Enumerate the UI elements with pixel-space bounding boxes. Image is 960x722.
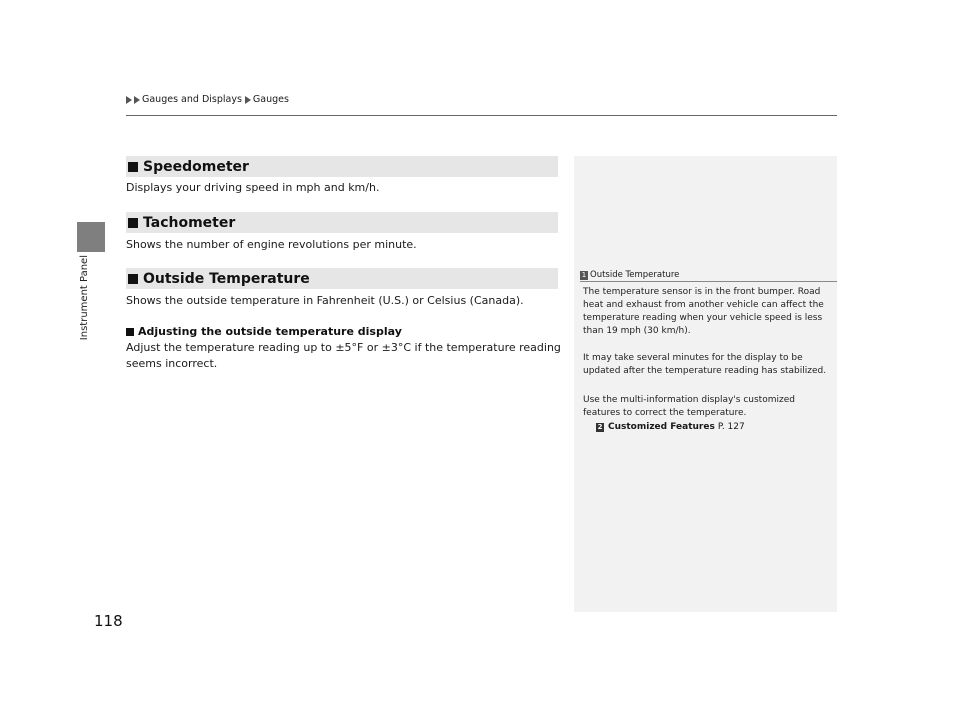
subsection-heading bbox=[126, 325, 402, 338]
section-body-outside-temperature: Shows the outside temperature in Fahrenheit (U.S.) or Celsius (Canada). bbox=[126, 294, 524, 307]
breadcrumb bbox=[126, 94, 292, 105]
note-rule bbox=[580, 281, 837, 282]
chapter-tab-text: Instrument Panel bbox=[79, 255, 90, 341]
section-body-tachometer: Shows the number of engine revolutions per minute. bbox=[126, 238, 417, 251]
arrow-right-icon bbox=[126, 96, 132, 104]
breadcrumb-item-gauges-and-displays[interactable]: Gauges and Displays bbox=[142, 94, 242, 105]
cross-reference-link[interactable] bbox=[596, 422, 745, 432]
subsection-body-line-1: Adjust the temperature reading up to ±5°F or ±3°C if the temperature reading bbox=[126, 341, 561, 354]
note-number-badge: 1 bbox=[581, 270, 587, 279]
section-body-speedometer: Displays your driving speed in mph and km/h. bbox=[126, 181, 380, 194]
arrow-right-icon bbox=[245, 96, 251, 104]
section-title: Tachometer bbox=[143, 214, 236, 231]
section-title: Speedometer bbox=[143, 158, 249, 175]
subsection-body-line-2: seems incorrect. bbox=[126, 357, 218, 370]
square-bullet-icon bbox=[126, 328, 134, 336]
square-bullet-icon bbox=[128, 274, 138, 284]
square-bullet-icon bbox=[128, 162, 138, 172]
subsection-title: Adjusting the outside temperature display bbox=[138, 325, 402, 338]
section-heading-outside-temperature bbox=[126, 268, 558, 289]
note-title-text: Outside Temperature bbox=[590, 270, 680, 280]
note-paragraph-1: The temperature sensor is in the front bumper. Road heat and exhaust from another vehicle can affect the temperature reading when your vehicle speed is less than 19 mph (30 km/h). bbox=[583, 287, 824, 336]
arrow-right-icon bbox=[134, 96, 140, 104]
header-rule bbox=[126, 115, 837, 116]
note-paragraph-2: It may take several minutes for the display to be updated after the temperature reading has stabilized. bbox=[583, 353, 827, 376]
section-title: Outside Temperature bbox=[143, 270, 310, 287]
chapter-tab-label bbox=[79, 255, 93, 345]
section-heading-speedometer bbox=[126, 156, 558, 177]
square-bullet-icon bbox=[128, 218, 138, 228]
breadcrumb-item-gauges[interactable]: Gauges bbox=[252, 94, 289, 105]
reference-label: Customized Features bbox=[608, 422, 715, 432]
note-paragraph-3: Use the multi-information display's customized features to correct the temperature. bbox=[583, 395, 795, 418]
page-number: 118 bbox=[94, 612, 123, 630]
reference-arrow-icon: 2 bbox=[597, 422, 603, 431]
section-heading-tachometer bbox=[126, 212, 558, 233]
chapter-tab-marker bbox=[77, 222, 105, 252]
note-title bbox=[580, 270, 679, 280]
note-panel bbox=[574, 156, 837, 612]
reference-page: P. 127 bbox=[717, 422, 745, 432]
